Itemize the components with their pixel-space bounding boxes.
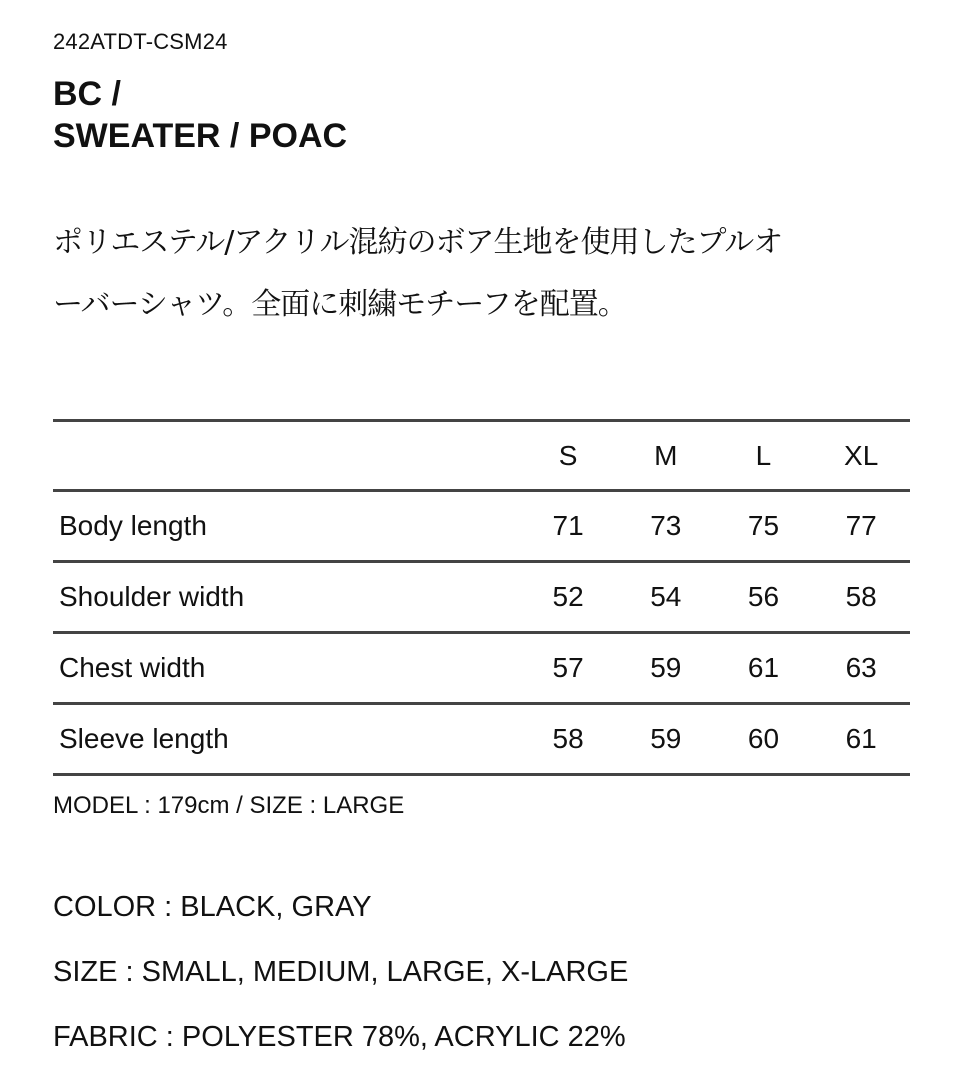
- measurement-value: 61: [812, 704, 910, 775]
- color-spec: COLOR : BLACK, GRAY: [53, 891, 372, 923]
- measurement-value: 71: [519, 491, 617, 562]
- measurement-value: 57: [519, 633, 617, 704]
- product-name-line1: BC /: [53, 75, 121, 113]
- measurement-value: 59: [617, 704, 715, 775]
- measurement-value: 63: [812, 633, 910, 704]
- product-name: [53, 73, 347, 157]
- measurement-value: 54: [617, 562, 715, 633]
- model-info: MODEL : 179cm / SIZE : LARGE: [53, 792, 405, 819]
- measurement-value: 52: [519, 562, 617, 633]
- product-description: [53, 212, 782, 336]
- size-header-row: [53, 421, 910, 491]
- size-header-s: S: [519, 421, 617, 491]
- size-header-m: M: [617, 421, 715, 491]
- size-spec: SIZE : SMALL, MEDIUM, LARGE, X-LARGE: [53, 956, 629, 988]
- measurement-label: Chest width: [53, 633, 519, 704]
- description-line2: ーバーシャツ。全面に刺繍モチーフを配置。: [53, 287, 627, 322]
- measurement-value: 59: [617, 633, 715, 704]
- measurement-value: 61: [715, 633, 813, 704]
- measurement-label: Shoulder width: [53, 562, 519, 633]
- description-line1: ポリエステル/アクリル混紡のボア生地を使用したプルオ: [53, 225, 783, 260]
- table-row: [53, 491, 910, 562]
- table-row: [53, 704, 910, 775]
- measurement-value: 60: [715, 704, 813, 775]
- measurement-value: 77: [812, 491, 910, 562]
- size-header-xl: XL: [812, 421, 910, 491]
- fabric-spec: FABRIC : POLYESTER 78%, ACRYLIC 22%: [53, 1021, 626, 1053]
- size-chart-table: [53, 419, 910, 776]
- table-row: [53, 633, 910, 704]
- table-row: [53, 562, 910, 633]
- measurement-value: 73: [617, 491, 715, 562]
- measurement-value: 58: [519, 704, 617, 775]
- measurement-label: Sleeve length: [53, 704, 519, 775]
- measurement-value: 58: [812, 562, 910, 633]
- product-code: 242ATDT-CSM24: [53, 29, 228, 54]
- measurement-value: 56: [715, 562, 813, 633]
- measurement-label: Body length: [53, 491, 519, 562]
- product-name-line2: SWEATER / POAC: [53, 117, 348, 155]
- measurement-value: 75: [715, 491, 813, 562]
- size-header-label: [53, 421, 519, 491]
- size-header-l: L: [715, 421, 813, 491]
